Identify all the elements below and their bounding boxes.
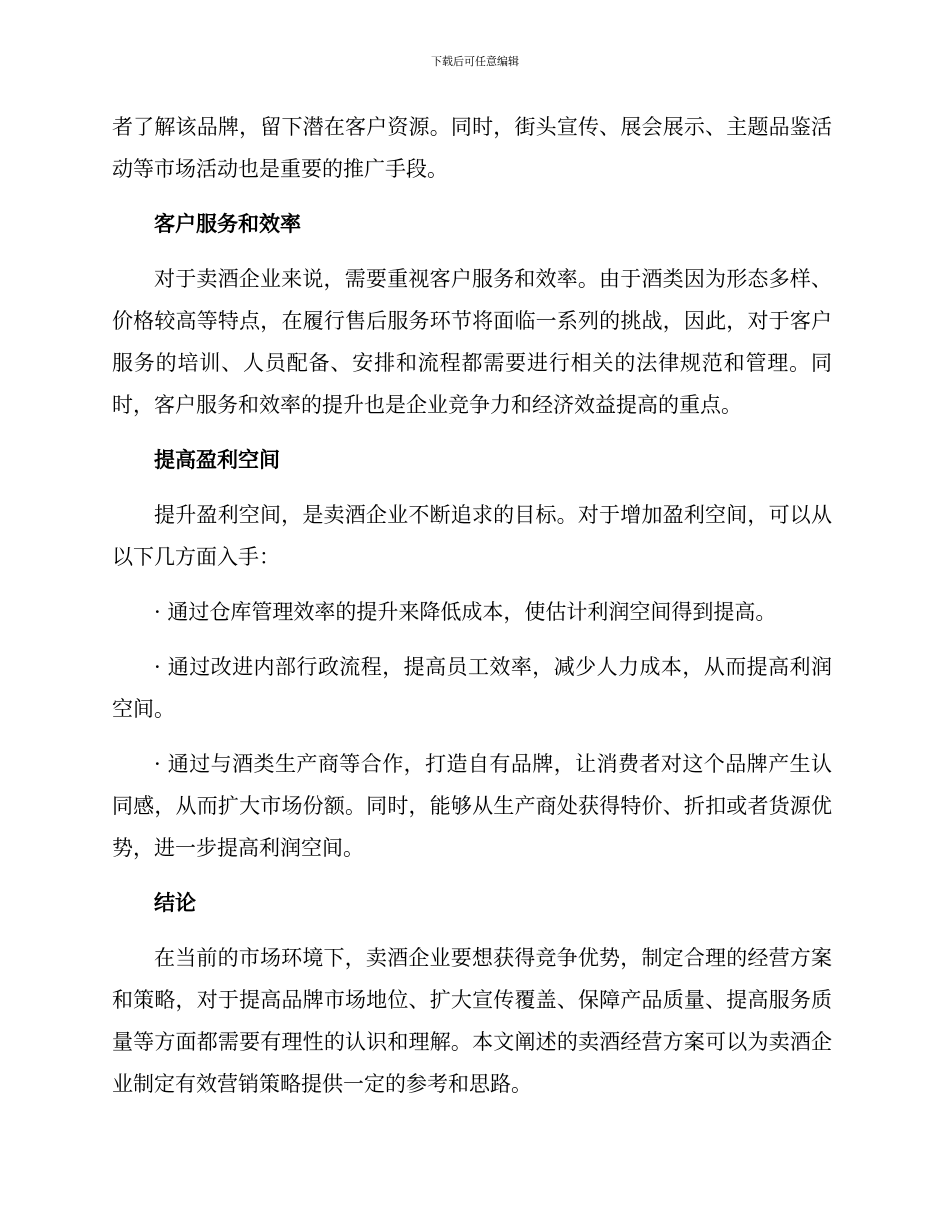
paragraph-profit: 提升盈利空间，是卖酒企业不断追求的目标。对于增加盈利空间，可以从以下几方面入手： <box>112 503 832 569</box>
section-heading-customer-service: 客户服务和效率 <box>154 212 301 236</box>
document-body <box>112 106 832 1105</box>
paragraph-conclusion: 在当前的市场环境下，卖酒企业要想获得竞争优势，制定合理的经营方案和策略，对于提高品牌市场地位、扩大宣传覆盖、保障产品质量、提高服务质量等方面都需要有理性的认识和理解。本文阐述的卖酒经营方案可以为卖酒企业制定有效营销策略提供一定的参考和思路。 <box>112 946 832 1096</box>
section-heading-conclusion: 结论 <box>154 891 196 915</box>
paragraph-customer-service: 对于卖酒企业来说，需要重视客户服务和效率。由于酒类因为形态多样、价格较高等特点，在履行售后服务环节将面临一系列的挑战，因此，对于客户服务的培训、人员配备、安排和流程都需要进行相关的法律规范和管理。同时，客户服务和效率的提升也是企业竞争力和经济效益提高的重点。 <box>112 267 832 417</box>
bullet-item-warehouse: · 通过仓库管理效率的提升来降低成本，使估计利润空间得到提高。 <box>154 600 777 624</box>
bullet-item-brand: · 通过与酒类生产商等合作，打造自有品牌，让消费者对这个品牌产生认同感，从而扩大市场份额。同时，能够从生产商处获得特价、折扣或者货源优势，进一步提高利润空间。 <box>112 752 832 860</box>
bullet-item-process: · 通过改进内部行政流程，提高员工效率，减少人力成本，从而提高利润空间。 <box>112 655 832 721</box>
section-heading-profit: 提高盈利空间 <box>154 448 280 472</box>
page-header: 下载后可任意编辑 <box>431 55 519 68</box>
paragraph-continued: 者了解该品牌，留下潜在客户资源。同时，街头宣传、展会展示、主题品鉴活动等市场活动也是重要的推广手段。 <box>112 115 832 181</box>
